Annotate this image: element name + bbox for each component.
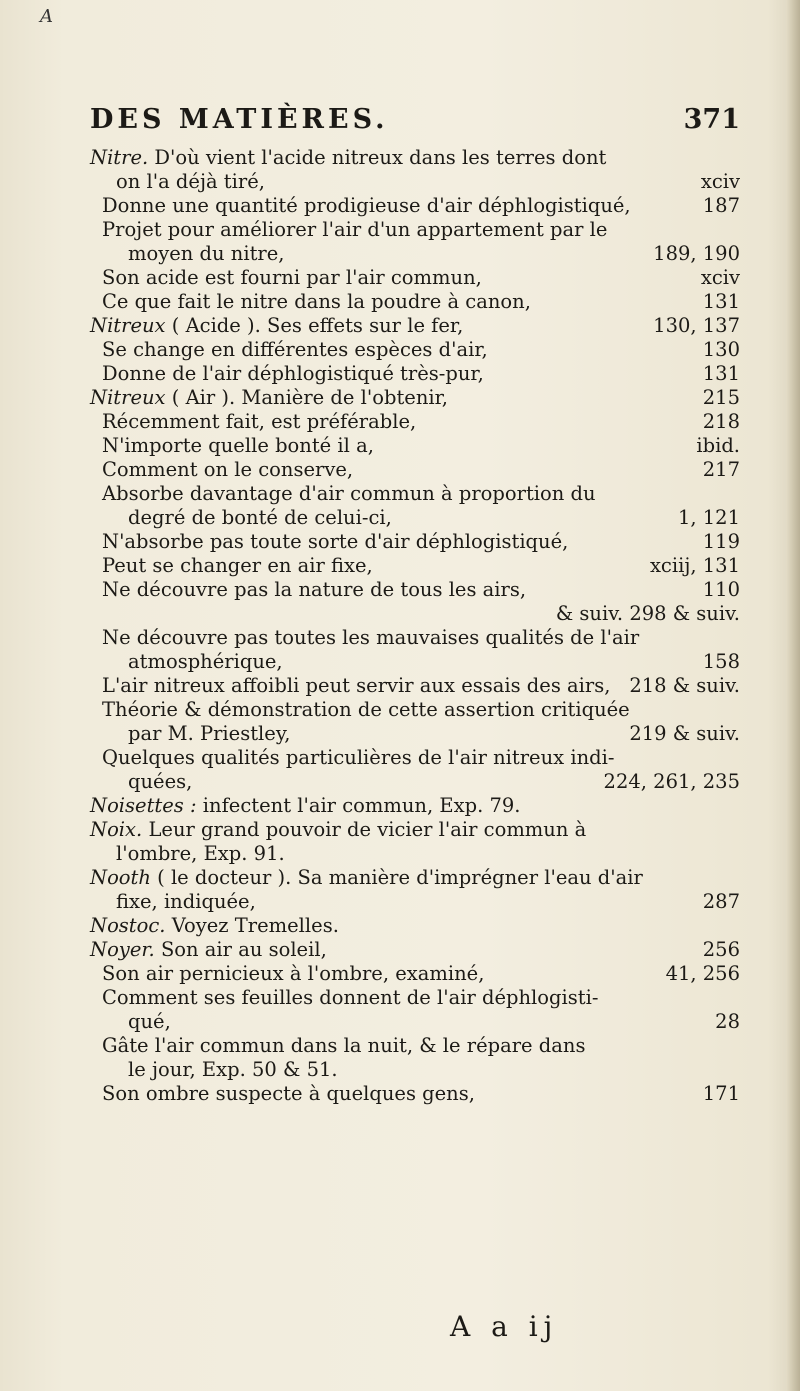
entry-line (102, 482, 740, 506)
entry-continuation: degré de bonté de celui-ci, (128, 506, 392, 529)
entry-continuation: quées, (128, 770, 193, 793)
entry-text: Son acide est fourni par l'air commun, (102, 266, 482, 289)
index-entry (90, 458, 740, 482)
entry-text: Leur grand pouvoir de vicier l'air commun à (148, 818, 587, 841)
entry-pages: 287 (702, 890, 740, 913)
entry-pages: 130, 137 (653, 314, 740, 337)
entry-pages: xciv (700, 170, 740, 193)
entry-text: Comment ses feuilles donnent de l'air déphlogisti- (102, 986, 599, 1009)
entry-line (102, 290, 740, 314)
index-entry (90, 194, 740, 218)
entry-text: Donne une quantité prodigieuse d'air déphlogistiqué, (102, 194, 631, 217)
entry-text: Projet pour améliorer l'air d'un appartement par le (102, 218, 608, 241)
index-entry (90, 386, 740, 410)
index-entry (90, 578, 740, 626)
entry-headword: Nitreux (90, 386, 166, 409)
entry-text: L'air nitreux affoibli peut servir aux essais des airs, (102, 674, 611, 697)
entry-line (102, 458, 740, 482)
entry-headword: Nitreux (90, 314, 166, 337)
entry-text: Son ombre suspecte à quelques gens, (102, 1082, 475, 1105)
entry-text: Peut se changer en air fixe, (102, 554, 373, 577)
entry-continuation: l'ombre, Exp. 91. (116, 842, 285, 865)
index-entry (90, 410, 740, 434)
entry-line (102, 986, 740, 1010)
entry-line (102, 266, 740, 290)
entry-line (90, 314, 740, 338)
entry-headword: Nitre. (90, 146, 149, 169)
entry-line (102, 578, 740, 602)
entry-pages: 110 (702, 578, 740, 601)
index-entry (90, 818, 740, 866)
entry-pages: 219 & suiv. (629, 722, 740, 745)
signature-mark: A a ij (450, 1310, 559, 1343)
entry-text: Son air au soleil, (160, 938, 327, 961)
entry-pages: 215 (702, 386, 740, 409)
entry-line (102, 410, 740, 434)
entry-line (102, 362, 740, 386)
index-entry (90, 938, 740, 962)
entry-text: Quelques qualités particulières de l'air nitreux indi- (102, 746, 615, 769)
index-entry (90, 554, 740, 578)
entry-pages: 1, 121 (677, 506, 740, 529)
index-entry (90, 290, 740, 314)
index-entry (90, 746, 740, 794)
entry-line (102, 1082, 740, 1106)
entry-text: Ne découvre pas la nature de tous les airs, (102, 578, 527, 601)
index-entry (90, 866, 740, 914)
entry-line (90, 818, 740, 842)
entry-pages: 131 (702, 362, 740, 385)
index-entry (90, 914, 740, 938)
entry-continuation: par M. Priestley, (128, 722, 291, 745)
index-entry (90, 986, 740, 1034)
entry-pages: 224, 261, 235 (603, 770, 740, 793)
entry-line (102, 554, 740, 578)
entry-pages: 187 (702, 194, 740, 217)
entry-continuation: le jour, Exp. 50 & 51. (128, 1058, 338, 1081)
entry-pages: xciv (700, 266, 740, 289)
entry-line (102, 338, 740, 362)
index-entry (90, 698, 740, 746)
entry-text: ( Air ). Manière de l'obtenir, (171, 386, 448, 409)
entry-text: Théorie & démonstration de cette assertion critiquée (102, 698, 630, 721)
entry-text: Voyez Tremelles. (171, 914, 339, 937)
entry-pages: 171 (702, 1082, 740, 1105)
entry-pages: 130 (702, 338, 740, 361)
entry-line (102, 194, 740, 218)
entry-continuation: atmosphérique, (128, 650, 283, 673)
entry-line (90, 866, 740, 890)
entry-line (90, 794, 740, 818)
entry-pages: 119 (702, 530, 740, 553)
entry-text: Se change en différentes espèces d'air, (102, 338, 488, 361)
entry-line (90, 386, 740, 410)
entry-text: Donne de l'air déphlogistiqué très-pur, (102, 362, 484, 385)
index-entry (90, 794, 740, 818)
entry-text: ( Acide ). Ses effets sur le fer, (171, 314, 464, 337)
index-entry (90, 1034, 740, 1082)
entry-line (102, 218, 740, 242)
index-entry (90, 362, 740, 386)
entry-pages: 256 (702, 938, 740, 961)
entry-pages: 28 (715, 1010, 740, 1033)
entry-text: infectent l'air commun, Exp. 79. (202, 794, 521, 817)
entry-pages: ibid. (696, 434, 740, 457)
entry-headword: Noyer. (90, 938, 155, 961)
entry-pages: 218 (702, 410, 740, 433)
entry-text: Absorbe davantage d'air commun à proportion du (102, 482, 596, 505)
entry-line (102, 962, 740, 986)
entry-line (90, 914, 740, 938)
entry-text: Son air pernicieux à l'ombre, examiné, (102, 962, 485, 985)
index-entries (90, 146, 740, 1106)
entry-pages: 217 (702, 458, 740, 481)
index-entry (90, 674, 740, 698)
entry-line (102, 746, 740, 770)
entry-text: ( le docteur ). Sa manière d'imprégner l'eau d'air (157, 866, 643, 889)
entry-pages: 158 (702, 650, 740, 673)
entry-pages: 218 & suiv. (629, 674, 740, 697)
index-entry (90, 962, 740, 986)
entry-text: Gâte l'air commun dans la nuit, & le répare dans (102, 1034, 586, 1057)
index-entry (90, 218, 740, 266)
index-entry (90, 1082, 740, 1106)
index-entry (90, 434, 740, 458)
index-entry (90, 146, 740, 194)
entry-pages: 41, 256 (665, 962, 740, 985)
entry-text: N'absorbe pas toute sorte d'air déphlogistiqué, (102, 530, 569, 553)
entry-continuation: qué, (128, 1010, 171, 1033)
entry-line (102, 530, 740, 554)
entry-pages: xciij, 131 (649, 554, 740, 577)
entry-continuation: fixe, indiquée, (116, 890, 256, 913)
entry-headword: Nooth (90, 866, 151, 889)
page-header (90, 104, 740, 144)
entry-text: N'importe quelle bonté il a, (102, 434, 374, 457)
page-edge (786, 0, 800, 1391)
index-entry (90, 626, 740, 674)
entry-text: D'où vient l'acide nitreux dans les terres dont (154, 146, 607, 169)
index-entry (90, 530, 740, 554)
entry-line (102, 698, 740, 722)
entry-pages: 189, 190 (653, 242, 740, 265)
entry-headword: Noisettes : (90, 794, 197, 817)
entry-continuation: moyen du nitre, (128, 242, 285, 265)
entry-text: Récemment fait, est préférable, (102, 410, 417, 433)
corner-mark: A (40, 6, 53, 27)
entry-line (102, 1034, 740, 1058)
page-number: 371 (683, 104, 740, 135)
index-entry (90, 314, 740, 338)
entry-headword: Nostoc. (90, 914, 166, 937)
entry-pages-continued: & suiv. 298 & suiv. (555, 602, 740, 625)
entry-text: Ne découvre pas toutes les mauvaises qualités de l'air (102, 626, 640, 649)
entry-headword: Noix. (90, 818, 143, 841)
running-head: DES MATIÈRES. (90, 104, 389, 135)
entry-line (102, 626, 740, 650)
entry-text: Comment on le conserve, (102, 458, 354, 481)
entry-line (90, 146, 740, 170)
index-entry (90, 266, 740, 290)
entry-pages: 131 (702, 290, 740, 313)
entry-text: Ce que fait le nitre dans la poudre à canon, (102, 290, 531, 313)
entry-line (90, 938, 740, 962)
entry-continuation: on l'a déjà tiré, (116, 170, 265, 193)
index-entry (90, 482, 740, 530)
entry-line (102, 434, 740, 458)
index-entry (90, 338, 740, 362)
